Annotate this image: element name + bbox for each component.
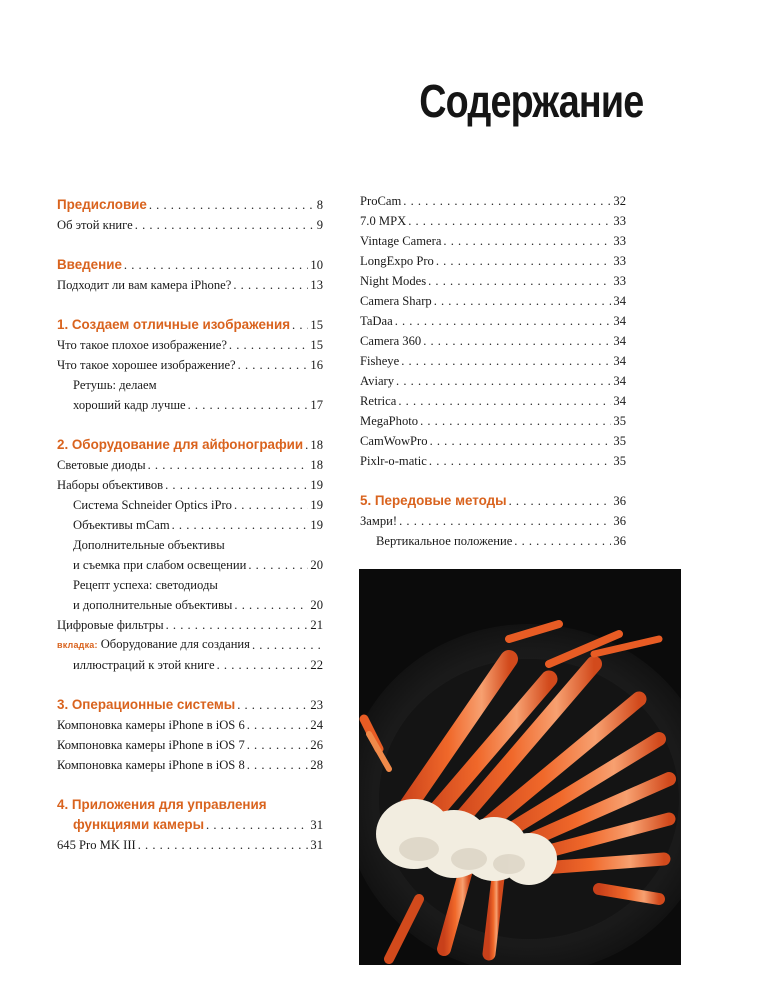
dot-leader [165,476,308,494]
toc-entry [57,736,323,754]
page-title: Содержание [418,75,643,127]
toc-entry [57,516,323,534]
toc-entry-title: Световые диоды [57,458,146,472]
toc-entry-title: вкладка: Оборудование для создания [57,637,250,651]
dot-leader [247,736,309,754]
dot-leader [234,596,308,614]
toc-entry [360,452,626,470]
toc-entry [360,232,626,250]
toc-entry-title: Night Modes [360,274,427,288]
dot-leader [434,292,612,310]
dot-leader [395,312,612,330]
toc-entry [57,256,323,274]
toc-page-number: 13 [310,278,323,292]
toc-page-number: 28 [310,758,323,772]
toc-page-number: 24 [310,718,323,732]
toc-entry [360,332,626,350]
dot-leader [148,456,309,474]
toc-entry [360,492,626,510]
toc-entry-title: Camera 360 [360,334,422,348]
toc-page-number: 34 [613,294,626,308]
toc-entry-title: Цифровые фильтры [57,618,164,632]
dot-leader [248,556,308,574]
dot-leader [430,432,612,450]
toc-entry [57,356,323,374]
toc-entry [57,336,323,354]
dot-leader [238,356,309,374]
dot-leader [138,836,309,854]
toc-entry [57,456,323,474]
toc-page-number: 26 [310,738,323,752]
toc-page-number: 31 [310,818,323,832]
toc-entry-title: Что такое хорошее изображение? [57,358,236,372]
toc-entry-title: Компоновка камеры iPhone в iOS 8 [57,758,245,772]
toc-entry-title: Компоновка камеры iPhone в iOS 6 [57,718,245,732]
toc-entry [57,376,323,394]
toc-entry-title: Что такое плохое изображение? [57,338,227,352]
toc-entry [57,576,323,594]
toc-entry-title: ProCam [360,194,402,208]
toc-page-number: 20 [310,598,323,612]
toc-entry [57,716,323,734]
toc-page-number: 10 [310,258,323,272]
toc-entry [360,252,626,270]
toc-entry [360,372,626,390]
toc-page-number: 9 [316,218,323,232]
dot-leader [509,492,612,510]
dot-leader [247,716,309,734]
dot-leader [514,532,611,550]
toc-entry-title: хороший кадр лучше [73,398,186,412]
toc-page-number: 20 [310,558,323,572]
toc-page-number: 33 [613,214,626,228]
toc-entry [57,616,323,634]
toc-page-number: 31 [310,838,323,852]
toc-entry [57,596,323,614]
toc-entry [57,496,323,514]
dot-leader [399,512,611,530]
toc-entry-title: Компоновка камеры iPhone в iOS 7 [57,738,245,752]
toc-entry-title: Дополнительные объективы [73,538,225,552]
toc-entry-title: функциями камеры [73,817,205,832]
dot-leader [135,216,315,234]
dot-leader [172,516,309,534]
toc-entry [57,276,323,294]
toc-entry [57,636,323,654]
toc-entry-title: Vintage Camera [360,234,442,248]
toc-entry [360,192,626,210]
dot-leader [401,352,611,370]
toc-page-number: 35 [613,454,626,468]
toc-page-number: 36 [613,494,626,508]
toc-entry [360,432,626,450]
toc-page-number: 19 [310,478,323,492]
toc-entry [57,436,323,454]
toc-entry [360,392,626,410]
toc-entry [360,292,626,310]
toc-page-number: 34 [613,374,626,388]
dot-leader [233,276,308,294]
toc-entry [57,836,323,854]
toc-entry-title: 1. Создаем отличные изображения [57,317,291,332]
dot-leader [252,636,321,654]
toc-entry-title: Ретушь: делаем [73,378,157,392]
toc-entry-title: 3. Операционные системы [57,697,236,712]
toc-page-number: 19 [310,498,323,512]
toc-page-number: 21 [310,618,323,632]
toc-entry [57,556,323,574]
toc-entry [57,196,323,214]
dot-leader [443,232,611,250]
toc-page-number: 32 [613,194,626,208]
toc-entry-title: Retrica [360,394,397,408]
dot-leader [305,436,308,454]
toc-entry-title: MegaPhoto [360,414,419,428]
dot-leader [428,272,611,290]
toc-entry [57,816,323,834]
toc-entry-title: Подходит ли вам камера iPhone? [57,278,232,292]
toc-entry-title: Camera Sharp [360,294,432,308]
dot-leader [206,816,308,834]
toc-entry [57,216,323,234]
toc-entry-title: Вертикальное положение [376,534,513,548]
toc-page-number: 8 [316,198,323,212]
toc-entry-title: Объективы mCam [73,518,170,532]
toc-entry-title: 645 Pro MK III [57,838,136,852]
toc-entry-title: Рецепт успеха: светодиоды [73,578,218,592]
toc-entry-title: CamWowPro [360,434,428,448]
insert-badge: вкладка: [57,640,98,650]
toc-entry-title: 2. Оборудование для айфонографии [57,437,304,452]
dot-leader [396,372,611,390]
toc-entry [57,536,323,554]
toc-page-number: 34 [613,334,626,348]
toc-entry-title: 7.0 MPX [360,214,407,228]
toc-entry [57,396,323,414]
toc-page-number: 34 [613,354,626,368]
toc-entry-title: Aviary [360,374,395,388]
toc-entry-title: Об этой книге [57,218,133,232]
toc-entry-title: Fisheye [360,354,400,368]
dot-leader [217,656,309,674]
dot-leader [423,332,611,350]
toc-page-number: 15 [310,318,323,332]
dot-leader [234,496,308,514]
toc-entry [57,756,323,774]
toc-page-number: 35 [613,434,626,448]
toc-entry-title: TaDaa [360,314,393,328]
toc-page-number: 36 [613,534,626,548]
toc-entry [360,512,626,530]
toc-page-number: 23 [310,698,323,712]
toc-page-number: 19 [310,518,323,532]
dot-leader [398,392,611,410]
dot-leader [247,756,309,774]
toc-entry-title: и съемка при слабом освещении [73,558,247,572]
toc-page-number: 35 [613,414,626,428]
toc-page-number: 16 [310,358,323,372]
toc-entry [57,656,323,674]
dot-leader [237,696,308,714]
toc-entry [57,476,323,494]
dot-leader [149,196,315,214]
toc-page-number: 33 [613,274,626,288]
dot-leader [429,452,612,470]
dot-leader [166,616,309,634]
toc-entry [57,796,323,814]
dot-leader [420,412,611,430]
toc-page-number: 17 [310,398,323,412]
dot-leader [408,212,611,230]
toc-entry-title: 4. Приложения для управления [57,797,267,812]
dot-leader [292,316,308,334]
toc-entry [57,316,323,334]
toc-entry [360,352,626,370]
toc-entry [360,312,626,330]
toc-page-number: 15 [310,338,323,352]
toc-page-number: 34 [613,314,626,328]
toc-page-number: 18 [310,458,323,472]
dot-leader [124,256,309,274]
toc-entry-title: иллюстраций к этой книге [73,658,215,672]
dot-leader [403,192,611,210]
toc-page-number: 36 [613,514,626,528]
toc-entry-title: и дополнительные объективы [73,598,233,612]
toc-page-number: 18 [310,438,323,452]
toc-entry [360,212,626,230]
toc-entry-title: LongExpo Pro [360,254,434,268]
crab-legs-photo [359,569,681,965]
toc-entry [360,272,626,290]
dot-leader [188,396,309,414]
toc-entry [360,412,626,430]
toc-entry-title: Система Schneider Optics iPro [73,498,232,512]
toc-entry-title: Введение [57,257,122,272]
toc-entry-title: Предисловие [57,197,147,212]
dot-leader [229,336,308,354]
toc-entry-title: 5. Передовые методы [360,493,507,508]
toc-entry-title: Наборы объективов [57,478,164,492]
toc-entry [57,696,323,714]
toc-page-number: 33 [613,254,626,268]
dot-leader [436,252,612,270]
toc-entry-title: Замри! [360,514,398,528]
toc-page-number: 22 [310,658,323,672]
toc-entry-title: Pixlr-o-matic [360,454,427,468]
toc-entry [360,532,626,550]
toc-page-number: 33 [613,234,626,248]
toc-page-number: 34 [613,394,626,408]
